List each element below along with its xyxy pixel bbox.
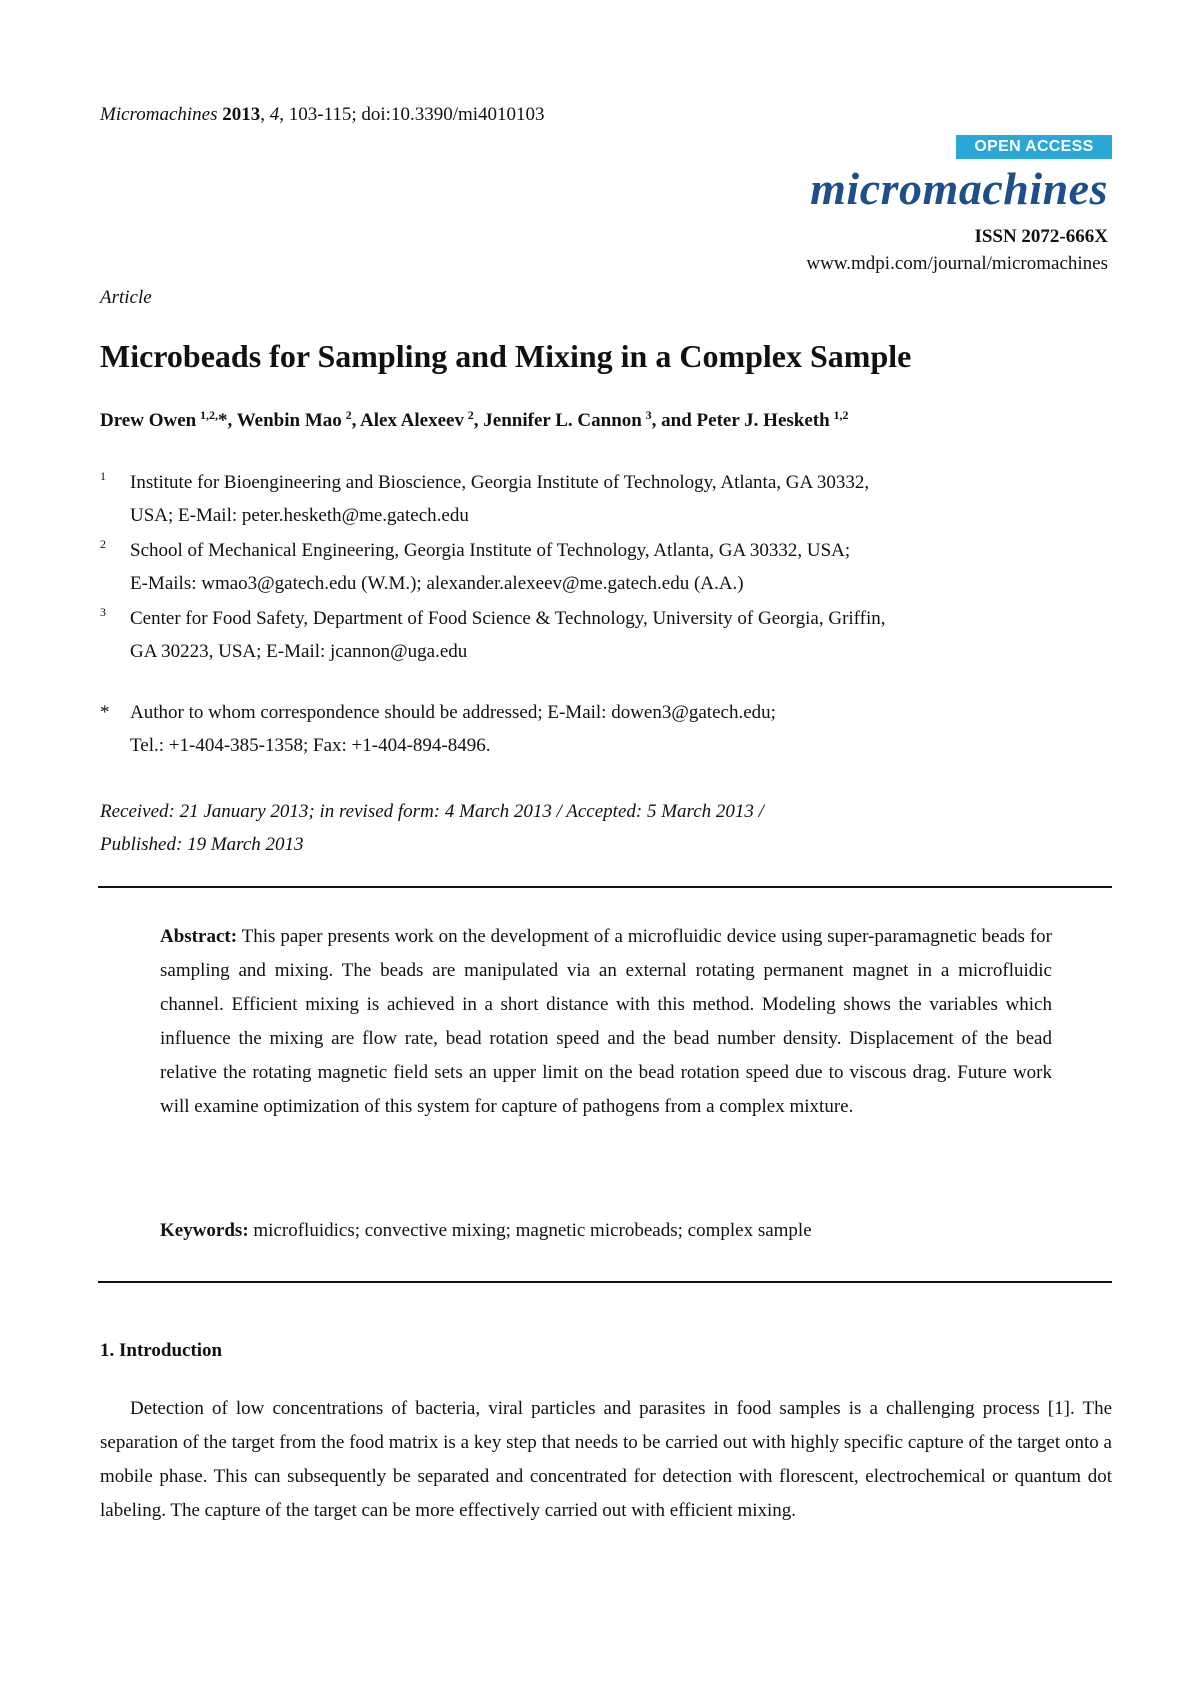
author-affiliation-marker: 1,2,: [200, 408, 219, 422]
divider-bottom: [98, 1281, 1112, 1283]
affiliation-line: USA; E-Mail: peter.hesketh@me.gatech.edu: [130, 505, 469, 526]
author-name: Drew Owen: [100, 410, 197, 431]
affiliation-2: [100, 534, 1110, 600]
keywords-label: Keywords:: [160, 1220, 249, 1241]
author-name: Peter J. Hesketh: [696, 410, 830, 431]
affiliation-line: E-Mails: wmao3@gatech.edu (W.M.); alexander.alexeev@me.gatech.edu (A.A.): [130, 573, 744, 594]
journal-issn: ISSN 2072-666X: [974, 226, 1108, 247]
affiliation-marker: 3: [100, 605, 106, 619]
citation-volume: 4: [269, 104, 280, 125]
author-name: Wenbin Mao: [236, 410, 342, 431]
author-name: Alex Alexeev: [360, 410, 464, 431]
affiliation-3: [100, 602, 1110, 668]
author-list: Drew Owen $^{1,2,}$*, Wenbin Mao $^2$, Alex Alexeev $^2$, Jennifer L. Cannon $^3$, and Peter J. Hesketh $^{1,2}$: [100, 408, 849, 431]
journal-logo-name: micromachines: [810, 163, 1108, 214]
affiliation-line: GA 30223, USA; E-Mail: jcannon@uga.edu: [130, 641, 468, 662]
affiliation-line: School of Mechanical Engineering, Georgia Institute of Technology, Atlanta, GA 30332, USA;: [130, 540, 851, 561]
keywords-text: microfluidics; convective mixing; magnetic microbeads; complex sample: [253, 1220, 812, 1241]
author-affiliation-marker: 3: [645, 408, 652, 422]
affiliation-1: [100, 466, 1110, 532]
dates-received-accepted: Received: 21 January 2013; in revised form: 4 March 2013 / Accepted: 5 March 2013 /: [100, 801, 764, 822]
publication-dates: [100, 795, 764, 861]
affiliation-marker: 2: [100, 537, 106, 551]
abstract-label: Abstract:: [160, 926, 238, 947]
author-affiliation-marker: 2: [467, 408, 474, 422]
correspondence-line: Tel.: +1-404-385-1358; Fax: +1-404-894-8496.: [130, 735, 491, 756]
correspondence-note: [100, 696, 1110, 762]
citation-journal: Micromachines: [100, 104, 218, 125]
affiliation-line: Center for Food Safety, Department of Food Science & Technology, University of Georgia, Griffin,: [130, 608, 886, 629]
divider-top: [98, 886, 1112, 888]
citation-year: 2013: [222, 104, 261, 125]
citation-line: Micromachines 2013, 4, 103-115; doi:10.3390/mi4010103: [100, 104, 545, 125]
abstract-text: This paper presents work on the development of a microfluidic device using super-paramagnetic beads for sampling and mixing. The beads are manipulated via an external rotating permanent magnet in a microfluidic channel. Efficient mixing is achieved in a short distance with this method. Modeling shows the variables which influence the mixing are flow rate, bead rotation speed and the bead number density. Displacement of the bead relative the rotating magnetic field sets an upper limit on the bead rotation speed due to viscous drag. Future work will examine optimization of this system for capture of pathogens from a complex mixture.: [160, 926, 1052, 1117]
dates-published: Published: 19 March 2013: [100, 834, 304, 855]
correspondence-marker: *: [100, 702, 110, 723]
author-affiliation-marker: 1,2: [833, 408, 849, 422]
intro-paragraph: Detection of low concentrations of bacteria, viral particles and parasites in food samples is a challenging process [1]. The separation of the target from the food matrix is a key step that needs to be carried out with highly specific capture of the target onto a mobile phase. This can subsequently be separated and concentrated for detection with florescent, electrochemical or quantum dot labeling. The capture of the target can be more effectively carried out with efficient mixing.: [100, 1398, 1112, 1521]
keywords: [160, 1220, 812, 1242]
affiliation-marker: 1: [100, 469, 106, 483]
article-type: Article: [100, 287, 152, 308]
citation-pages-doi: , 103-115; doi:10.3390/mi4010103: [279, 104, 545, 125]
author-name: Jennifer L. Cannon: [483, 410, 642, 431]
journal-url-link[interactable]: www.mdpi.com/journal/micromachines: [806, 253, 1108, 274]
author-affiliation-marker: 2: [345, 408, 352, 422]
paper-title: Microbeads for Sampling and Mixing in a Complex Sample: [100, 338, 912, 374]
abstract: [160, 920, 1052, 1124]
section-heading: 1. Introduction: [100, 1340, 223, 1361]
affiliation-line: Institute for Bioengineering and Bioscience, Georgia Institute of Technology, Atlanta, GA 30332,: [130, 472, 870, 493]
open-access-badge: OPEN ACCESS: [956, 135, 1112, 159]
correspondence-line: Author to whom correspondence should be addressed; E-Mail: dowen3@gatech.edu;: [130, 702, 776, 723]
